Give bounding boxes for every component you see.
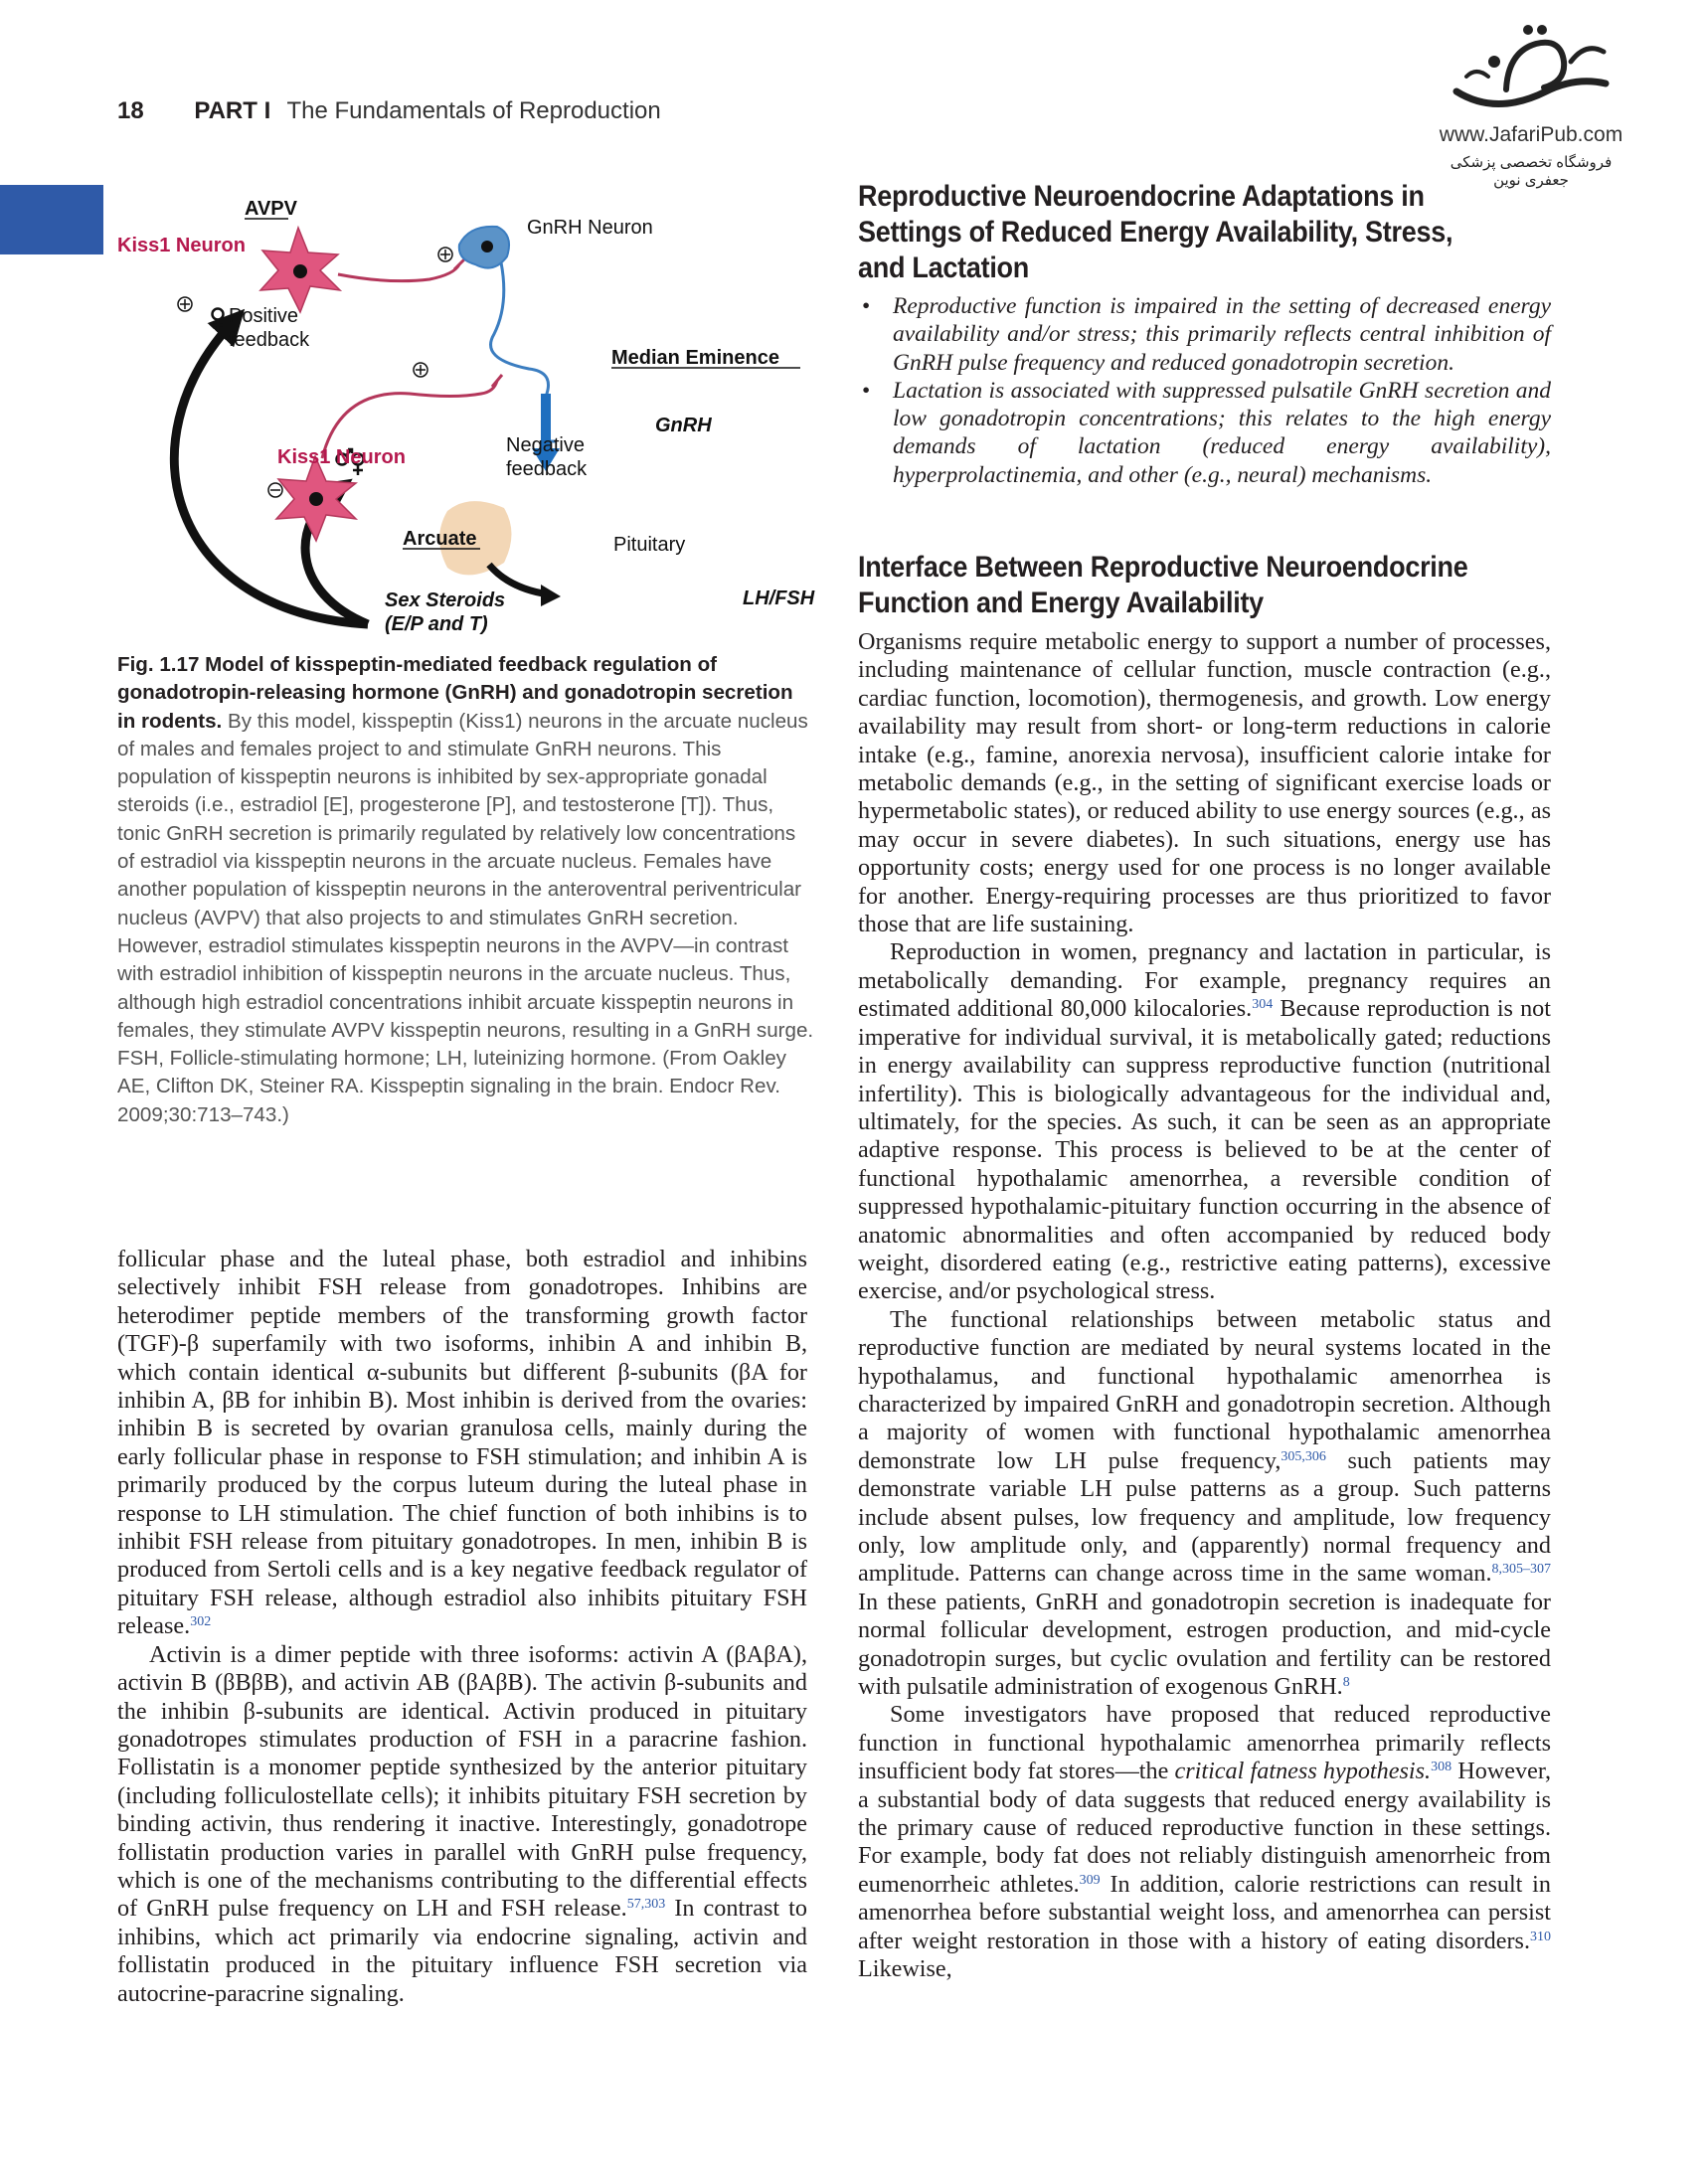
- paragraph-text: In contrast to inhibins, which act primarily via endocrine signaling, activin and follistatin produced in the pituitary influence FSH secretion via autocrine-paracrine signaling.: [117, 1895, 807, 2007]
- avpv-label: AVPV: [245, 198, 297, 220]
- female-symbol-icon: [213, 309, 224, 331]
- paragraph-text: Activin is a dimer peptide with three isoforms: activin A (βAβA), activin B (βBβB), and activin AB (βAβB). The activin β-subunits and the inhibin β-subunits are identical. Activin produced in pituitary gonadotropes stimulates production of FSH in a paracrine fashion. Follistatin is a monomer peptide synthesized by the anterior pituitary (including folliculostellate cells); it inhibits pituitary FSH secretion by binding activin, thus rendering it inactive. Interestingly, gonadotrope follistatin production varies in parallel with GnRH pulse frequency, which is one of the mechanisms contributing to the differential effects of GnRH pulse frequency on LH and FSH release.: [117, 1640, 807, 1923]
- caption-text: By this model, kisspeptin (Kiss1) neurons in the arcuate nucleus of males and females project to and stimulate GnRH neurons. This population of kisspeptin neurons is inhibited by sex-appropriate gonadal steroids (i.e., estradiol [E], progesterone [P], and testosterone [T]). Thus, tonic GnRH secretion is primarily regulated by relatively low concentrations of estradiol via kisspeptin neurons in the arcuate nucleus. Females have another population of kisspeptin neurons in the anteroventral periventricular nucleus (AVPV) that also projects to and stimulates GnRH secretion. However, estradiol stimulates kisspeptin neurons in the AVPV—in contrast with estradiol inhibition of kisspeptin neurons in the arcuate nucleus. Thus, although high estradiol concentrations inhibit arcuate kisspeptin neurons in females, they stimulate AVPV kisspeptin neurons, resulting in a GnRH surge. FSH, Follicle-stimulating hormone; LH, luteinizing hormone. (From Oakley AE, Clifton DK, Steiner RA. Kisspeptin signaling in the brain. Endocr Rev. 2009;30:713–743.): [117, 709, 814, 1126]
- negative-feedback-label-2: feedback: [506, 458, 588, 480]
- negative-feedback-label: Negative: [506, 434, 585, 456]
- paragraph-text: such patients may demonstrate variable LH pulse patterns as a group. Such patterns include absent pulses, low frequency and amplitude, low frequency only, low amplitude only, and (apparently) normal frequency and amplitude. Patterns can change across time in the same woman.: [858, 1446, 1551, 1588]
- key-point: • Reproductive function is impaired in the setting of decreased energy availability and/or stress; this primarily reflects central inhibition of GnRH pulse frequency and reduced gonadotropin secretion.: [858, 292, 1551, 377]
- paragraph: [858, 938, 1551, 1305]
- paragraph: Organisms require metabolic energy to support a number of processes, including maintenance of cellular function, muscle contraction (e.g., cardiac function, locomotion), thermogenesis, and growth. Low energy availability may result from short- or long-term reductions in calorie intake (e.g., famine, anorexia nervosa), insufficient calorie intake for metabolic demands (e.g., in the setting of significant exercise loads or hypermetabolic states), or reduced ability to use energy sources (e.g., as may occur in severe diabetes). In such situations, energy use has opportunity costs; energy used for one process is no longer available for another. Energy-requiring processes are thus prioritized to favor those that are life sustaining.: [858, 628, 1551, 938]
- paragraph-text: In these patients, GnRH and gonadotropin secretion is inadequate for normal follicular development, estrogen production, and mid-cycle gonadotropin surges, but cyclic ovulation and fertility can be restored with pulsatile administration of exogenous GnRH.: [858, 1588, 1551, 1701]
- citation[interactable]: 57,303: [626, 1897, 666, 1913]
- publisher-logo: [1432, 22, 1630, 191]
- citation[interactable]: 302: [190, 1614, 212, 1630]
- paragraph-text: However, a substantial body of data suggests that reduced energy availability is the primary cause of reduced reproductive function in these settings. For example, body fat does not reliably distinguish amenorrheic from eumenorrheic athletes.: [858, 1758, 1551, 1898]
- citation[interactable]: 308: [1431, 1760, 1452, 1775]
- positive-feedback-label: Positive: [229, 305, 299, 327]
- citation[interactable]: 304: [1252, 997, 1274, 1013]
- section-heading: Interface Between Reproductive Neuroendocrine Function and Energy Availability: [858, 551, 1468, 619]
- paragraph: [117, 1246, 807, 1641]
- kiss1-neuron-bottom-label: Kiss1 Neuron: [277, 446, 406, 468]
- emphasis-text: critical fatness hypothesis.: [1174, 1758, 1432, 1785]
- part-title: The Fundamentals of Reproduction: [286, 97, 661, 124]
- lh-fsh-label: LH/FSH: [743, 588, 815, 609]
- sex-steroids-label-2: (E/P and T): [385, 613, 488, 635]
- paragraph-text: Because reproduction is not imperative for individual survival, it is metabolically gated; reductions in energy availability can suppress reproductive function (nutritional infertility). This is biologically advantageous for the individual and, ultimately, for the species. As such, it can be seen as an appropriate adaptive response. This process is believed to be at the center of functional hypothalamic amenorrhea, a reversible condition of suppressed hypothalamic-pituitary function occurring in the absence of anatomic abnormalities and often accompanied by reduced body weight, disordered eating (e.g., restrictive eating patterns), excessive exercise, and/or psychological stress.: [858, 995, 1551, 1305]
- kisspeptin-feedback-diagram: [111, 195, 832, 652]
- figure-caption: [117, 651, 815, 1129]
- section-heading: Reproductive Neuroendocrine Adaptations in Settings of Reduced Energy Availability, Stress, and Lactation: [858, 180, 1453, 284]
- left-column: [117, 1246, 807, 2008]
- citation[interactable]: 310: [1530, 1929, 1551, 1944]
- avpv-kiss1-axon: [338, 264, 459, 281]
- running-head: [117, 97, 661, 125]
- page-number: 18: [117, 97, 144, 124]
- gnrh-neuron-label: GnRH Neuron: [527, 217, 653, 239]
- kiss1-nucleus-icon: [309, 492, 323, 506]
- arcuate-label: Arcuate: [403, 528, 477, 550]
- paragraph: [858, 1306, 1551, 1702]
- figure-1-17: [111, 195, 832, 652]
- gnrh-axon: [491, 262, 549, 448]
- publisher-url: www.JafariPub.com: [1439, 123, 1623, 146]
- paragraph-text: follicular phase and the luteal phase, both estradiol and inhibins selectively inhibit FSH release from gonadotropes. Inhibins are heterodimer peptide members of the transforming growth factor (TGF)-β superfamily with two isoforms, inhibin A and inhibin B, which contain identical α-subunits but different β-subunits (βA for inhibin A, βB for inhibin B). Most inhibin is derived from the ovaries: inhibin B is secreted by ovarian granulosa cells, mainly during the early follicular phase in response to FSH stimulation; and inhibin A is primarily produced by the corpus luteum during the luteal phase in response to LH stimulation. The chief function of both inhibins is to inhibit FSH release from pituitary gonadotropes. In men, inhibin B is produced from Sertoli cells and is a key negative feedback regulator of pituitary FSH release, although estradiol also inhibits pituitary FSH release.: [117, 1246, 807, 1640]
- chapter-tab: [0, 185, 103, 254]
- plus-icon: [438, 248, 452, 261]
- citation[interactable]: 309: [1079, 1872, 1101, 1888]
- pituitary-label: Pituitary: [613, 534, 686, 556]
- paragraph: [858, 1701, 1551, 1983]
- positive-feedback-arrow: [174, 322, 368, 624]
- publisher-logo-icon: [1437, 22, 1625, 121]
- right-column: [858, 628, 1551, 1984]
- kiss1-nucleus-icon: [293, 264, 307, 278]
- gnrh-nucleus-icon: [481, 241, 493, 252]
- part-label: PART I: [194, 97, 271, 124]
- plus-icon: [414, 363, 427, 377]
- key-point: • Lactation is associated with suppressed pulsatile GnRH secretion and low gonadotropin concentrations; this relates to the high energy demands of lactation (reduced energy availability), hyperprolactinemia, and other (e.g., neural) mechanisms.: [858, 377, 1551, 489]
- citation[interactable]: 8,305–307: [1491, 1562, 1551, 1578]
- key-points-list: [858, 292, 1551, 489]
- gnrh-label: GnRH: [655, 415, 712, 436]
- median-eminence-label: Median Eminence: [611, 347, 779, 369]
- minus-icon: [268, 483, 282, 497]
- plus-icon: [178, 297, 192, 311]
- paragraph-text: Reproduction in women, pregnancy and lactation in particular, is metabolically demanding. For example, pregnancy requires an estimated additional 80,000 kilocalories.: [858, 938, 1551, 1023]
- positive-feedback-label-2: feedback: [229, 329, 310, 351]
- sex-steroids-label: Sex Steroids: [385, 589, 506, 611]
- publisher-tagline: فروشگاه تخصصی پزشکی جعفری نوین: [1450, 154, 1613, 189]
- caption-title: Fig. 1.17 Model of kisspeptin-mediated feedback regulation of gonadotropin-releasing hormone (GnRH) and gonadotropin secretion in rodents.: [117, 653, 793, 733]
- paragraph: [117, 1641, 807, 2008]
- paragraph-text: In addition, calorie restrictions can result in amenorrhea before substantial weight loss, and amenorrhea can persist after weight restoration in those with a history of eating disorders.: [858, 1870, 1551, 1954]
- citation[interactable]: 305,306: [1280, 1448, 1326, 1464]
- paragraph-text: The functional relationships between metabolic status and reproductive function are mediated by neural systems located in the hypothalamus, and functional hypothalamic amenorrhea is characterized by impaired GnRH and gonadotropin secretion. Although a majority of women with functional hypothalamic amenorrhea demonstrate low LH pulse frequency,: [858, 1305, 1551, 1474]
- paragraph-text: Likewise,: [858, 1955, 952, 1983]
- citation[interactable]: 8: [1342, 1675, 1350, 1691]
- paragraph-text: Some investigators have proposed that reduced reproductive function in functional hypothalamic amenorrhea primarily reflects insufficient body fat stores—the: [858, 1701, 1551, 1785]
- kiss1-neuron-top-label: Kiss1 Neuron: [117, 235, 246, 256]
